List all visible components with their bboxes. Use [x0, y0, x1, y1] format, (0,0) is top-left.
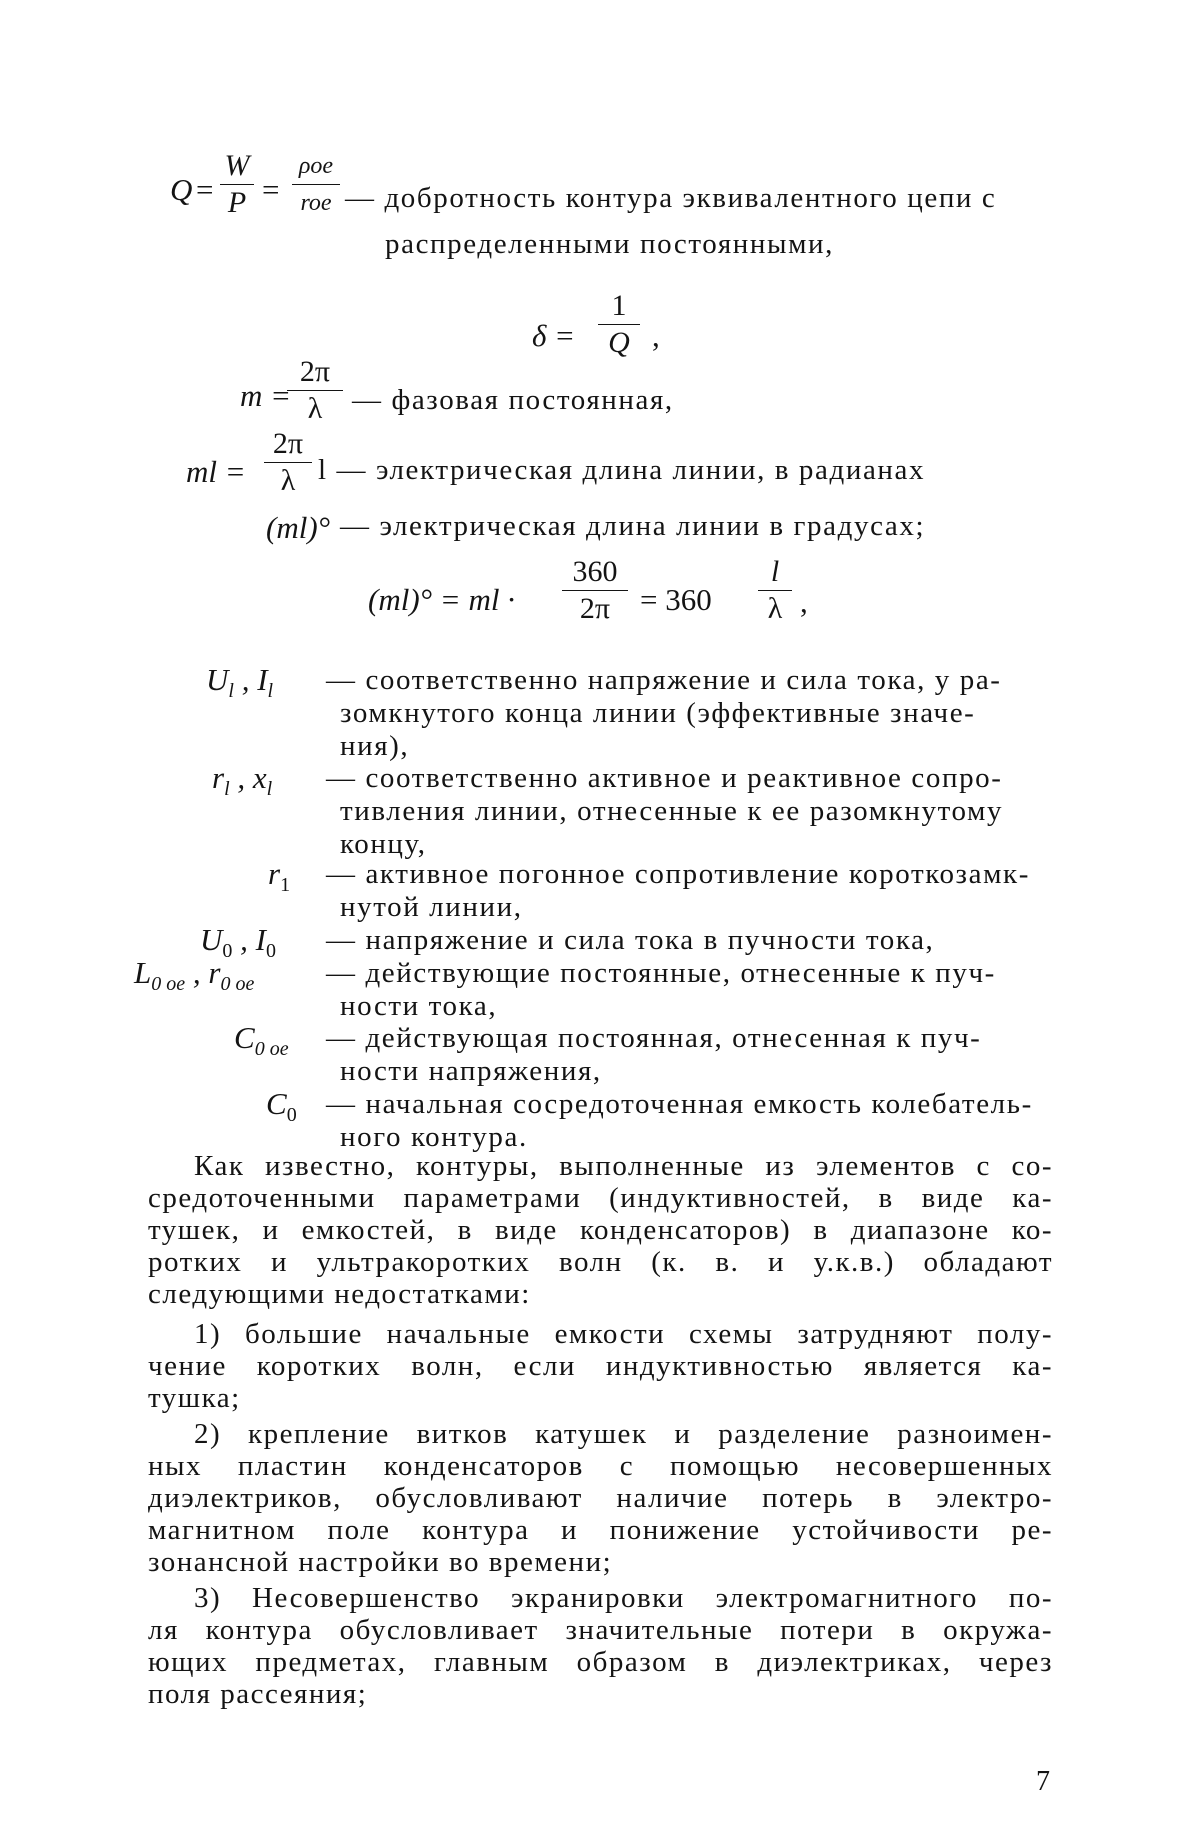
- q-frac2-den: roe: [300, 190, 332, 216]
- def-line: концу,: [340, 828, 427, 860]
- def-line: — активное погонное сопротивление короткозамк-: [326, 858, 1030, 890]
- m-lhs: m =: [240, 378, 292, 413]
- q-fraction-rho-over-r: [292, 150, 340, 219]
- m-fraction: [287, 356, 343, 425]
- q-description-line-2: распределенными постоянными,: [385, 228, 835, 260]
- delta-comma: ,: [652, 318, 660, 353]
- para-line: 2) крепление витков катушек и разделение разноимен-: [194, 1418, 1053, 1450]
- para-line: тушка;: [148, 1382, 241, 1414]
- delta-den: Q: [608, 326, 630, 359]
- conversion-fraction-2: [758, 556, 792, 625]
- conv-den-2: λ: [767, 592, 783, 625]
- paragraph-item-1: [148, 1318, 1053, 1414]
- q-description-line-1: — добротность контура эквивалентного цепи с: [345, 182, 997, 214]
- conversion-mid: = 360: [640, 582, 712, 617]
- def-line: — напряжение и сила тока в пучности тока,: [326, 924, 935, 956]
- conv-den-1: 2π: [579, 592, 611, 625]
- para-line: магнитном поле контура и понижение устойчивости ре-: [148, 1514, 1053, 1546]
- para-line: 3) Несовершенство экранировки электромагнитного по-: [194, 1582, 1053, 1614]
- conversion-lhs: (ml)° = ml ·: [368, 582, 515, 617]
- ml-degrees-symbol: (ml)°: [266, 510, 331, 545]
- def-symbol-ul-il: $U_l$ , $I_l$: [206, 662, 274, 702]
- def-line: ности тока,: [340, 990, 498, 1022]
- para-line: ющих предметах, главным образом в диэлектриках, через: [148, 1646, 1053, 1678]
- para-line: зонансной настройки во времени;: [148, 1546, 613, 1578]
- def-symbol-r1: $r_1$: [268, 856, 291, 896]
- paragraph-item-2: [148, 1418, 1053, 1578]
- def-line: — действующая постоянная, отнесенная к пуч-: [326, 1022, 982, 1054]
- para-line: следующими недостатками:: [148, 1278, 531, 1310]
- ml-description: l — электрическая длина линии, в радианах: [318, 454, 926, 486]
- ml-fraction: [264, 428, 312, 497]
- para-line: ротких и ультракоротких волн (к. в. и у.к.в.) обладают: [148, 1246, 1053, 1278]
- para-line: ля контура обусловливает значительные потери в окружа-: [148, 1614, 1053, 1646]
- equals-sign-1: =: [196, 172, 214, 207]
- para-line: тушек, и емкостей, в виде конденсаторов) в диапазоне ко-: [148, 1214, 1053, 1246]
- def-line: нутой линии,: [340, 891, 523, 923]
- q-symbol: Q: [170, 172, 193, 207]
- def-symbol-c0: $C_0$: [266, 1086, 297, 1126]
- m-description: — фазовая постоянная,: [352, 384, 674, 416]
- para-line: диэлектриков, обусловливают наличие потерь в электро-: [148, 1482, 1053, 1514]
- def-line: тивления линии, отнесенные к ее разомкнутому: [340, 795, 1004, 827]
- ml-degrees-description: — электрическая длина линии в градусах;: [340, 510, 926, 542]
- page-number: 7: [1036, 1766, 1052, 1797]
- conv-num-2: l: [770, 555, 780, 588]
- def-symbol-u0-i0: $U_0$ , $I_0$: [200, 922, 276, 962]
- q-fraction-w-over-p: [220, 150, 254, 219]
- def-line: — действующие постоянные, отнесенные к пуч-: [326, 957, 996, 989]
- def-symbol-l0oe-r0oe: $L_{0 oe}$ , $r_{0 oe}$: [134, 955, 255, 995]
- equals-sign-2: =: [262, 172, 280, 207]
- def-line: ного контура.: [340, 1121, 528, 1153]
- ml-den: λ: [280, 464, 296, 497]
- paragraph-item-3: [148, 1582, 1053, 1710]
- def-line: — соответственно активное и реактивное сопро-: [326, 762, 1003, 794]
- def-symbol-c0oe: $C_{0 oe}$: [234, 1020, 289, 1060]
- ml-lhs: ml =: [186, 454, 246, 489]
- para-line: ных пластин конденсаторов с помощью несовершенных: [148, 1450, 1053, 1482]
- conversion-fraction-1: [562, 556, 628, 625]
- delta-num: 1: [611, 289, 627, 322]
- q-frac1-den: P: [227, 186, 247, 219]
- def-line: — начальная сосредоточенная емкость колебатель-: [326, 1088, 1033, 1120]
- conv-num-1: 360: [572, 555, 618, 588]
- q-frac2-num: ρoe: [298, 153, 334, 179]
- def-symbol-rl-xl: $r_l$ , $x_l$: [212, 760, 273, 800]
- para-line: поля рассеяния;: [148, 1678, 368, 1710]
- conversion-comma: ,: [800, 584, 808, 619]
- m-den: λ: [307, 392, 323, 425]
- ml-num: 2π: [272, 427, 304, 460]
- q-frac1-num: W: [224, 149, 250, 182]
- delta-fraction: [598, 290, 640, 359]
- def-line: — соответственно напряжение и сила тока, у ра-: [326, 664, 1002, 696]
- def-line: ности напряжения,: [340, 1055, 602, 1087]
- para-line: чение коротких волн, если индуктивностью является ка-: [148, 1350, 1053, 1382]
- para-line: 1) большие начальные емкости схемы затрудняют полу-: [194, 1318, 1053, 1350]
- delta-lhs: δ =: [532, 318, 576, 353]
- para-line: средоточенными параметрами (индуктивностей, в виде ка-: [148, 1182, 1053, 1214]
- def-line: зомкнутого конца линии (эффективные значе-: [340, 697, 976, 729]
- m-num: 2π: [299, 355, 331, 388]
- paragraph-intro: [148, 1150, 1053, 1310]
- para-line: Как известно, контуры, выполненные из элементов с со-: [194, 1150, 1053, 1182]
- def-line: ния),: [340, 730, 410, 762]
